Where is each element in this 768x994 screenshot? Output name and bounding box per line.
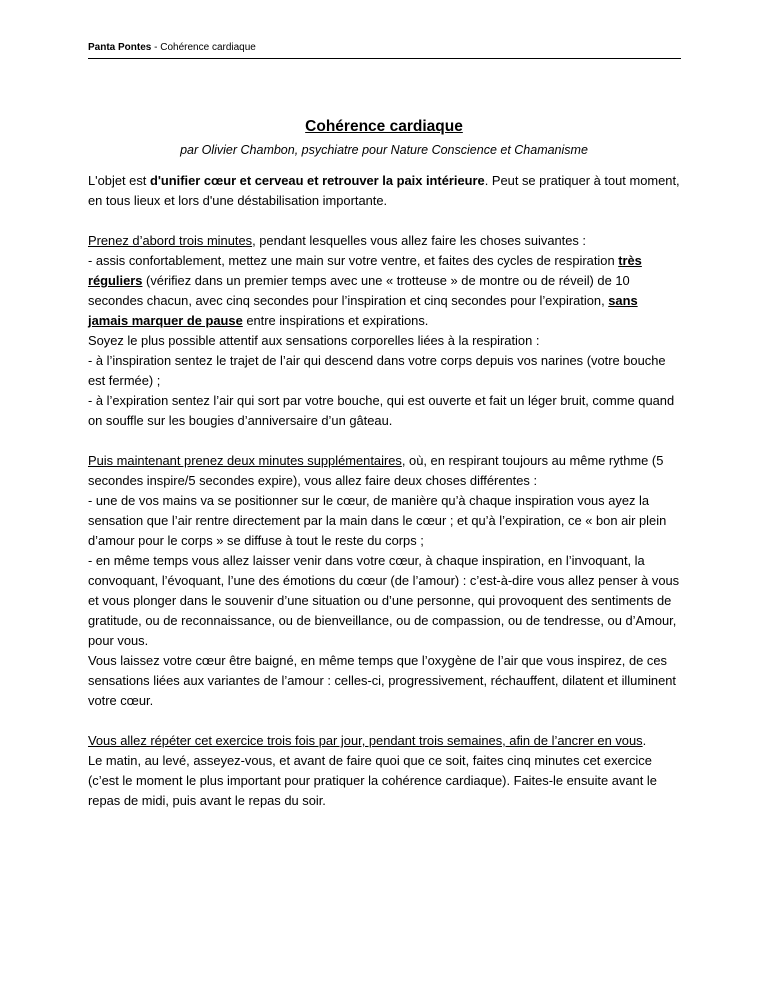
second-step-line-1: - une de vos mains va se positionner sur le cœur, de manière qu’à chaque inspiration vous ayez la sensation que l’air rentre directement par la main dans le cœur ; et qu’à l’expiration, ce « bon air plein d’amour pour le corps » se diffuse à tout le reste du corps ; — [88, 493, 667, 548]
first-step-emphasis-regular: très réguliers — [88, 253, 642, 288]
paragraph-first-step — [88, 231, 680, 431]
paragraph-intro — [88, 171, 680, 211]
header-separator: - — [151, 42, 161, 53]
document-title: Cohérence cardiaque — [305, 118, 463, 135]
repetition-heading: Vous allez répéter cet exercice trois fois par jour, pendant trois semaines, afin de l’ancrer en vous — [88, 733, 643, 748]
header-section: Cohérence cardiaque — [160, 42, 256, 53]
intro-text-start: L'objet est — [88, 173, 150, 188]
second-step-heading-rest: , où, en respirant toujours au même rythme (5 secondes inspire/5 secondes expire), vous allez faire deux choses différentes : — [88, 453, 664, 488]
document-body — [88, 171, 680, 831]
second-step-line-3: Vous laissez votre cœur être baigné, en même temps que l’oxygène de l’air que vous inspirez, de ces sensations liées aux variantes de l’amour : celles-ci, progressivement, réchauffent, dilatent et illuminent votre cœur. — [88, 653, 677, 708]
intro-text-end: . Peut se pratiquer à tout moment, en tous lieux et lors d'une déstabilisation importante. — [88, 173, 680, 208]
first-step-line-1c: (vérifiez dans un premier temps avec une « trotteuse » de montre ou de réveil) de 10 secondes chacun, avec cinq secondes pour l’inspiration et cinq secondes pour l’expiration, — [88, 273, 630, 308]
first-step-line-2: Soyez le plus possible attentif aux sensations corporelles liées à la respiration : — [88, 333, 540, 348]
paragraph-repetition — [88, 731, 680, 811]
intro-emphasis: d'unifier cœur et cerveau et retrouver la paix intérieure — [149, 173, 485, 188]
first-step-line-1e: entre inspirations et expirations. — [242, 313, 429, 328]
document-subtitle: par Olivier Chambon, psychiatre pour Nature Conscience et Chamanisme — [180, 143, 588, 157]
first-step-emphasis-no-pause: sans jamais marquer de pause — [88, 293, 638, 328]
first-step-line-3: - à l’inspiration sentez le trajet de l’air qui descend dans votre corps depuis vos narines (votre bouche est fermée) ; — [88, 353, 666, 388]
paragraph-second-step — [88, 451, 680, 711]
second-step-line-2: - en même temps vous allez laisser venir dans votre cœur, à chaque inspiration, en l’invoquant, la convoquant, l’évoquant, l’une des émotions du cœur (de l’amour) : c’est-à-dire vous allez penser à vous et vous plonger dans le souvenir d’une situation ou d’une personne, qui provoquent des sentiments de gratitude, ou de reconnaissance, ou de bienveillance, ou de compassion, ou de tendresse, ou d’Amour, pour vous. — [88, 553, 680, 648]
repetition-line-1: Le matin, au levé, asseyez-vous, et avant de faire quoi que ce soit, faites cinq minutes cet exercice (c’est le moment le plus important pour pratiquer la cohérence cardiaque). Faites-le ensuite avant le repas de midi, puis avant le repas du soir. — [88, 753, 657, 808]
first-step-line-1a: - assis confortablement, mettez une main sur votre ventre, et faites des cycles de respiration — [88, 253, 619, 268]
header-site-name: Panta Pontes — [88, 42, 152, 53]
second-step-heading: Puis maintenant prenez deux minutes supplémentaires — [88, 453, 402, 468]
repetition-heading-rest: . — [642, 733, 647, 748]
page-header — [88, 42, 681, 59]
first-step-line-4: - à l’expiration sentez l’air qui sort par votre bouche, qui est ouverte et fait un léger bruit, comme quand on souffle sur les bougies d’anniversaire d’un gâteau. — [88, 393, 675, 428]
first-step-heading: Prenez d’abord trois minutes — [88, 233, 253, 248]
first-step-heading-rest: , pendant lesquelles vous allez faire les choses suivantes : — [252, 233, 587, 248]
